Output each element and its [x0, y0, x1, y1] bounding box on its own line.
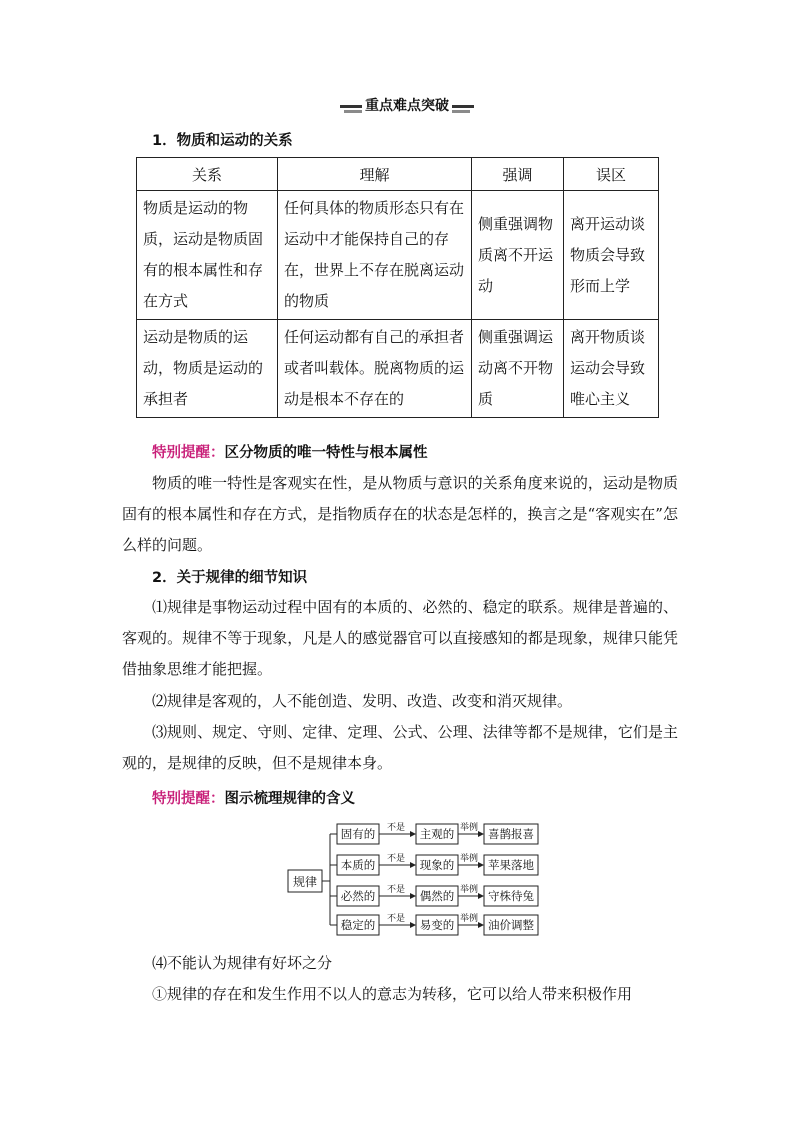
paragraph — [122, 686, 678, 717]
attribute-label: 本质的 — [340, 858, 376, 872]
paragraph — [122, 717, 678, 779]
table-cell: 任何具体的物质形态只有在运动中才能保持自己的存在，世界上不存在脱离运动的物质 — [278, 191, 472, 320]
section-banner — [340, 96, 474, 114]
paragraph — [122, 468, 678, 561]
paragraph-text: ⑵规律是客观的，人不能创造、发明、改造、改变和消灭规律。 — [152, 692, 573, 710]
attribute-label: 稳定的 — [340, 918, 376, 932]
reminder-text: 区分物质的唯一特性与根本属性 — [224, 445, 428, 461]
example-text: 喜鹊报喜 — [488, 827, 534, 841]
table-header-cell: 强调 — [472, 158, 564, 191]
section-title: 重点难点突破 — [362, 95, 452, 115]
arrow-head — [410, 893, 416, 899]
special-reminder-2 — [152, 787, 355, 808]
example-label: 举例 — [459, 914, 479, 924]
not-label: 不是 — [386, 823, 406, 833]
example-label: 举例 — [459, 854, 479, 864]
arrow-head — [410, 922, 416, 928]
reminder-label: 特别提醒： — [152, 445, 225, 461]
attribute-label: 固有的 — [340, 827, 376, 841]
table-header-cell: 理解 — [278, 158, 472, 191]
opposite-label: 主观的 — [419, 827, 455, 841]
special-reminder-1 — [152, 441, 428, 462]
opposite-label: 偶然的 — [419, 889, 455, 903]
table-cell: 侧重强调物质离不开运动 — [472, 191, 564, 320]
not-label: 不是 — [386, 885, 406, 895]
not-label: 不是 — [386, 854, 406, 864]
table-cell: 运动是物质的运动，物质是运动的承担者 — [137, 320, 278, 418]
law-diagram — [280, 812, 550, 942]
table-row — [137, 191, 659, 320]
arrow-head — [478, 893, 484, 899]
arrow-head — [478, 922, 484, 928]
example-text: 油价调整 — [488, 918, 534, 932]
table-cell: 侧重强调运动离不开物质 — [472, 320, 564, 418]
example-label: 举例 — [459, 823, 479, 833]
table-header-cell: 误区 — [564, 158, 659, 191]
table-header-cell: 关系 — [137, 158, 278, 191]
arrow-head — [410, 862, 416, 868]
heading-law-details: 2．关于规律的细节知识 — [152, 570, 308, 586]
root-label: 规律 — [292, 875, 318, 889]
table-cell: 任何运动都有自己的承担者或者叫载体。脱离物质的运动是根本不存在的 — [278, 320, 472, 418]
example-text: 守株待兔 — [488, 889, 534, 903]
paragraph-text: ⑴规律是事物运动过程中固有的本质的、必然的、稳定的联系。规律是普遍的、客观的。规律不等于现象，凡是人的感觉器官可以直接感知的都是现象，规律只能凭借抽象思维才能把握。 — [122, 598, 678, 678]
example-label: 举例 — [459, 885, 479, 895]
example-text: 苹果落地 — [488, 858, 534, 872]
table-cell: 离开物质谈运动会导致唯心主义 — [564, 320, 659, 418]
paragraph-text: ⑶规则、规定、守则、定律、定理、公式、公理、法律等都不是规律，它们是主观的，是规律的反映，但不是规律本身。 — [122, 723, 678, 772]
relation-table — [136, 157, 659, 418]
table-header-row — [137, 158, 659, 191]
paragraph-text: ⑷不能认为规律有好坏之分 — [152, 954, 333, 972]
attribute-label: 必然的 — [340, 889, 376, 903]
paragraph-text: ①规律的存在和发生作用不以人的意志为转移，它可以给人带来积极作用 — [152, 985, 633, 1003]
paragraph — [122, 592, 678, 685]
table-row — [137, 320, 659, 418]
paragraph — [122, 979, 678, 1010]
opposite-label: 易变的 — [419, 918, 455, 932]
arrow-head — [478, 831, 484, 837]
arrow-head — [478, 862, 484, 868]
opposite-label: 现象的 — [419, 858, 455, 872]
reminder-text: 图示梳理规律的含义 — [224, 791, 355, 807]
reminder-label: 特别提醒： — [152, 791, 225, 807]
arrow-head — [410, 831, 416, 837]
not-label: 不是 — [386, 914, 406, 924]
paragraph-text: 物质的唯一特性是客观实在性，是从物质与意识的关系角度来说的，运动是物质固有的根本属性和存在方式，是指物质存在的状态是怎样的，换言之是“客观实在”怎么样的问题。 — [122, 474, 678, 554]
paragraph — [122, 948, 678, 979]
table-cell: 离开运动谈物质会导致形而上学 — [564, 191, 659, 320]
table-cell: 物质是运动的物质，运动是物质固有的根本属性和存在方式 — [137, 191, 278, 320]
heading-matter-motion: 1．物质和运动的关系 — [152, 133, 293, 149]
